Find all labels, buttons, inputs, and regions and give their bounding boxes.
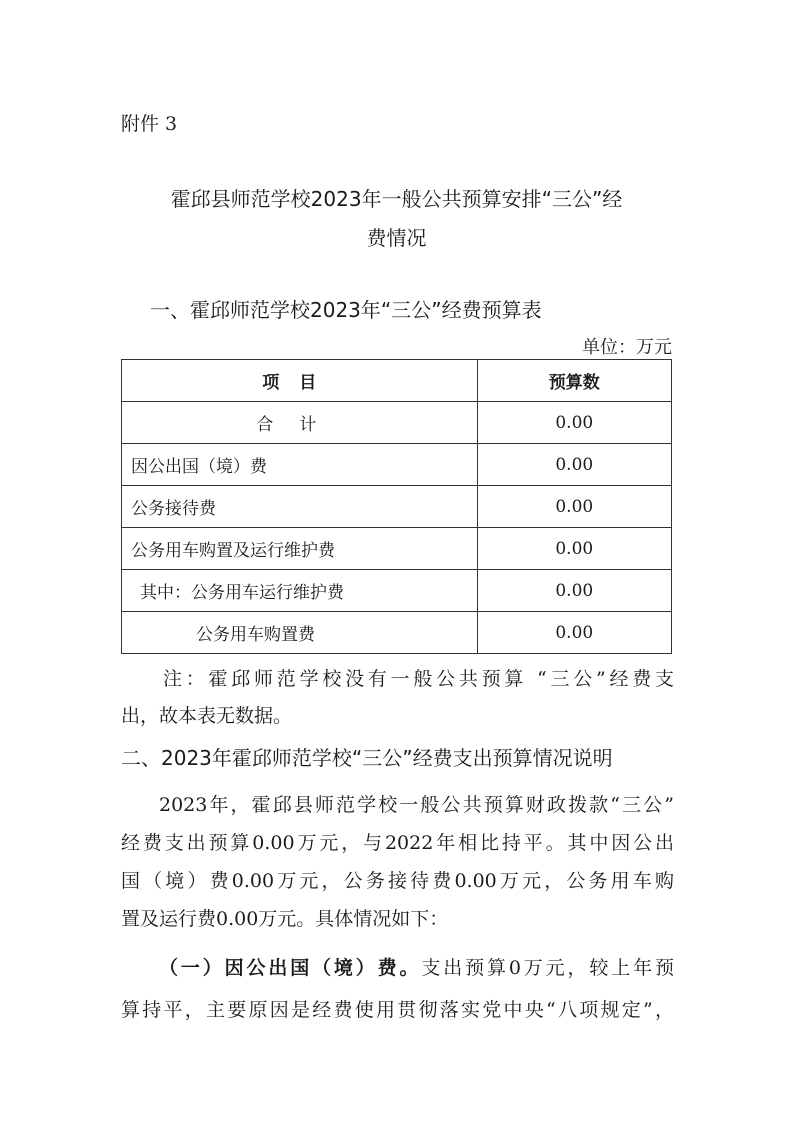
row-value: 0.00	[477, 444, 671, 486]
budget-table	[121, 359, 672, 654]
row-value: 0.00	[477, 486, 671, 528]
row-value-total: 0.00	[477, 402, 671, 444]
section-2-heading: 二、2023年霍邱师范学校“三公”经费支出预算情况说明	[121, 746, 613, 770]
header-value: 预算数	[477, 360, 671, 402]
table-row	[122, 486, 672, 528]
section-2-paragraph-1	[121, 786, 674, 938]
table-row	[122, 444, 672, 486]
table-row	[122, 402, 672, 444]
row-item: 公务用车购置及运行维护费	[122, 528, 478, 570]
attachment-label: 附件 3	[121, 113, 178, 135]
row-item: 公务用车购置费	[122, 612, 478, 654]
table-header-row	[122, 360, 672, 402]
document-title-line-2: 费情况	[366, 226, 427, 250]
paragraph-line: 国（境）费0.00万元，公务接待费0.00万元，公务用车购	[121, 870, 674, 892]
row-item-total: 合计	[122, 402, 478, 444]
table-row	[122, 570, 672, 612]
note-line-1: 注：霍邱师范学校没有一般公共预算 “三公”经费支	[163, 668, 674, 690]
row-item: 其中：公务用车运行维护费	[122, 570, 478, 612]
table-row	[122, 528, 672, 570]
row-value: 0.00	[477, 570, 671, 612]
paragraph-line: 2023年，霍邱县师范学校一般公共预算财政拨款“三公”	[159, 794, 674, 816]
paragraph-text: 支出预算0万元，较上年预	[421, 957, 674, 979]
paragraph-line: 置及运行费0.00万元。具体情况如下：	[121, 908, 449, 930]
section-2-paragraph-2	[121, 947, 674, 1031]
note-line-2: 出，故本表无数据。	[121, 705, 293, 727]
row-value: 0.00	[477, 612, 671, 654]
row-value: 0.00	[477, 528, 671, 570]
section-1-heading: 一、霍邱师范学校2023年“三公”经费预算表	[150, 298, 542, 322]
table-row	[122, 612, 672, 654]
row-item: 公务接待费	[122, 486, 478, 528]
paragraph-line: 经费支出预算0.00万元，与2022年相比持平。其中因公出	[121, 832, 674, 854]
row-item: 因公出国（境）费	[122, 444, 478, 486]
table-note	[121, 661, 674, 735]
unit-label: 单位：万元	[582, 337, 672, 358]
document-title-line-1: 霍邱县师范学校2023年一般公共预算安排“三公”经	[170, 187, 623, 211]
header-item: 项目	[122, 360, 478, 402]
paragraph-line	[121, 947, 674, 989]
paragraph-line: 算持平，主要原因是经费使用贯彻落实党中央“八项规定”，	[121, 999, 674, 1021]
subsection-lead: （一）因公出国（境）费。	[159, 957, 422, 979]
